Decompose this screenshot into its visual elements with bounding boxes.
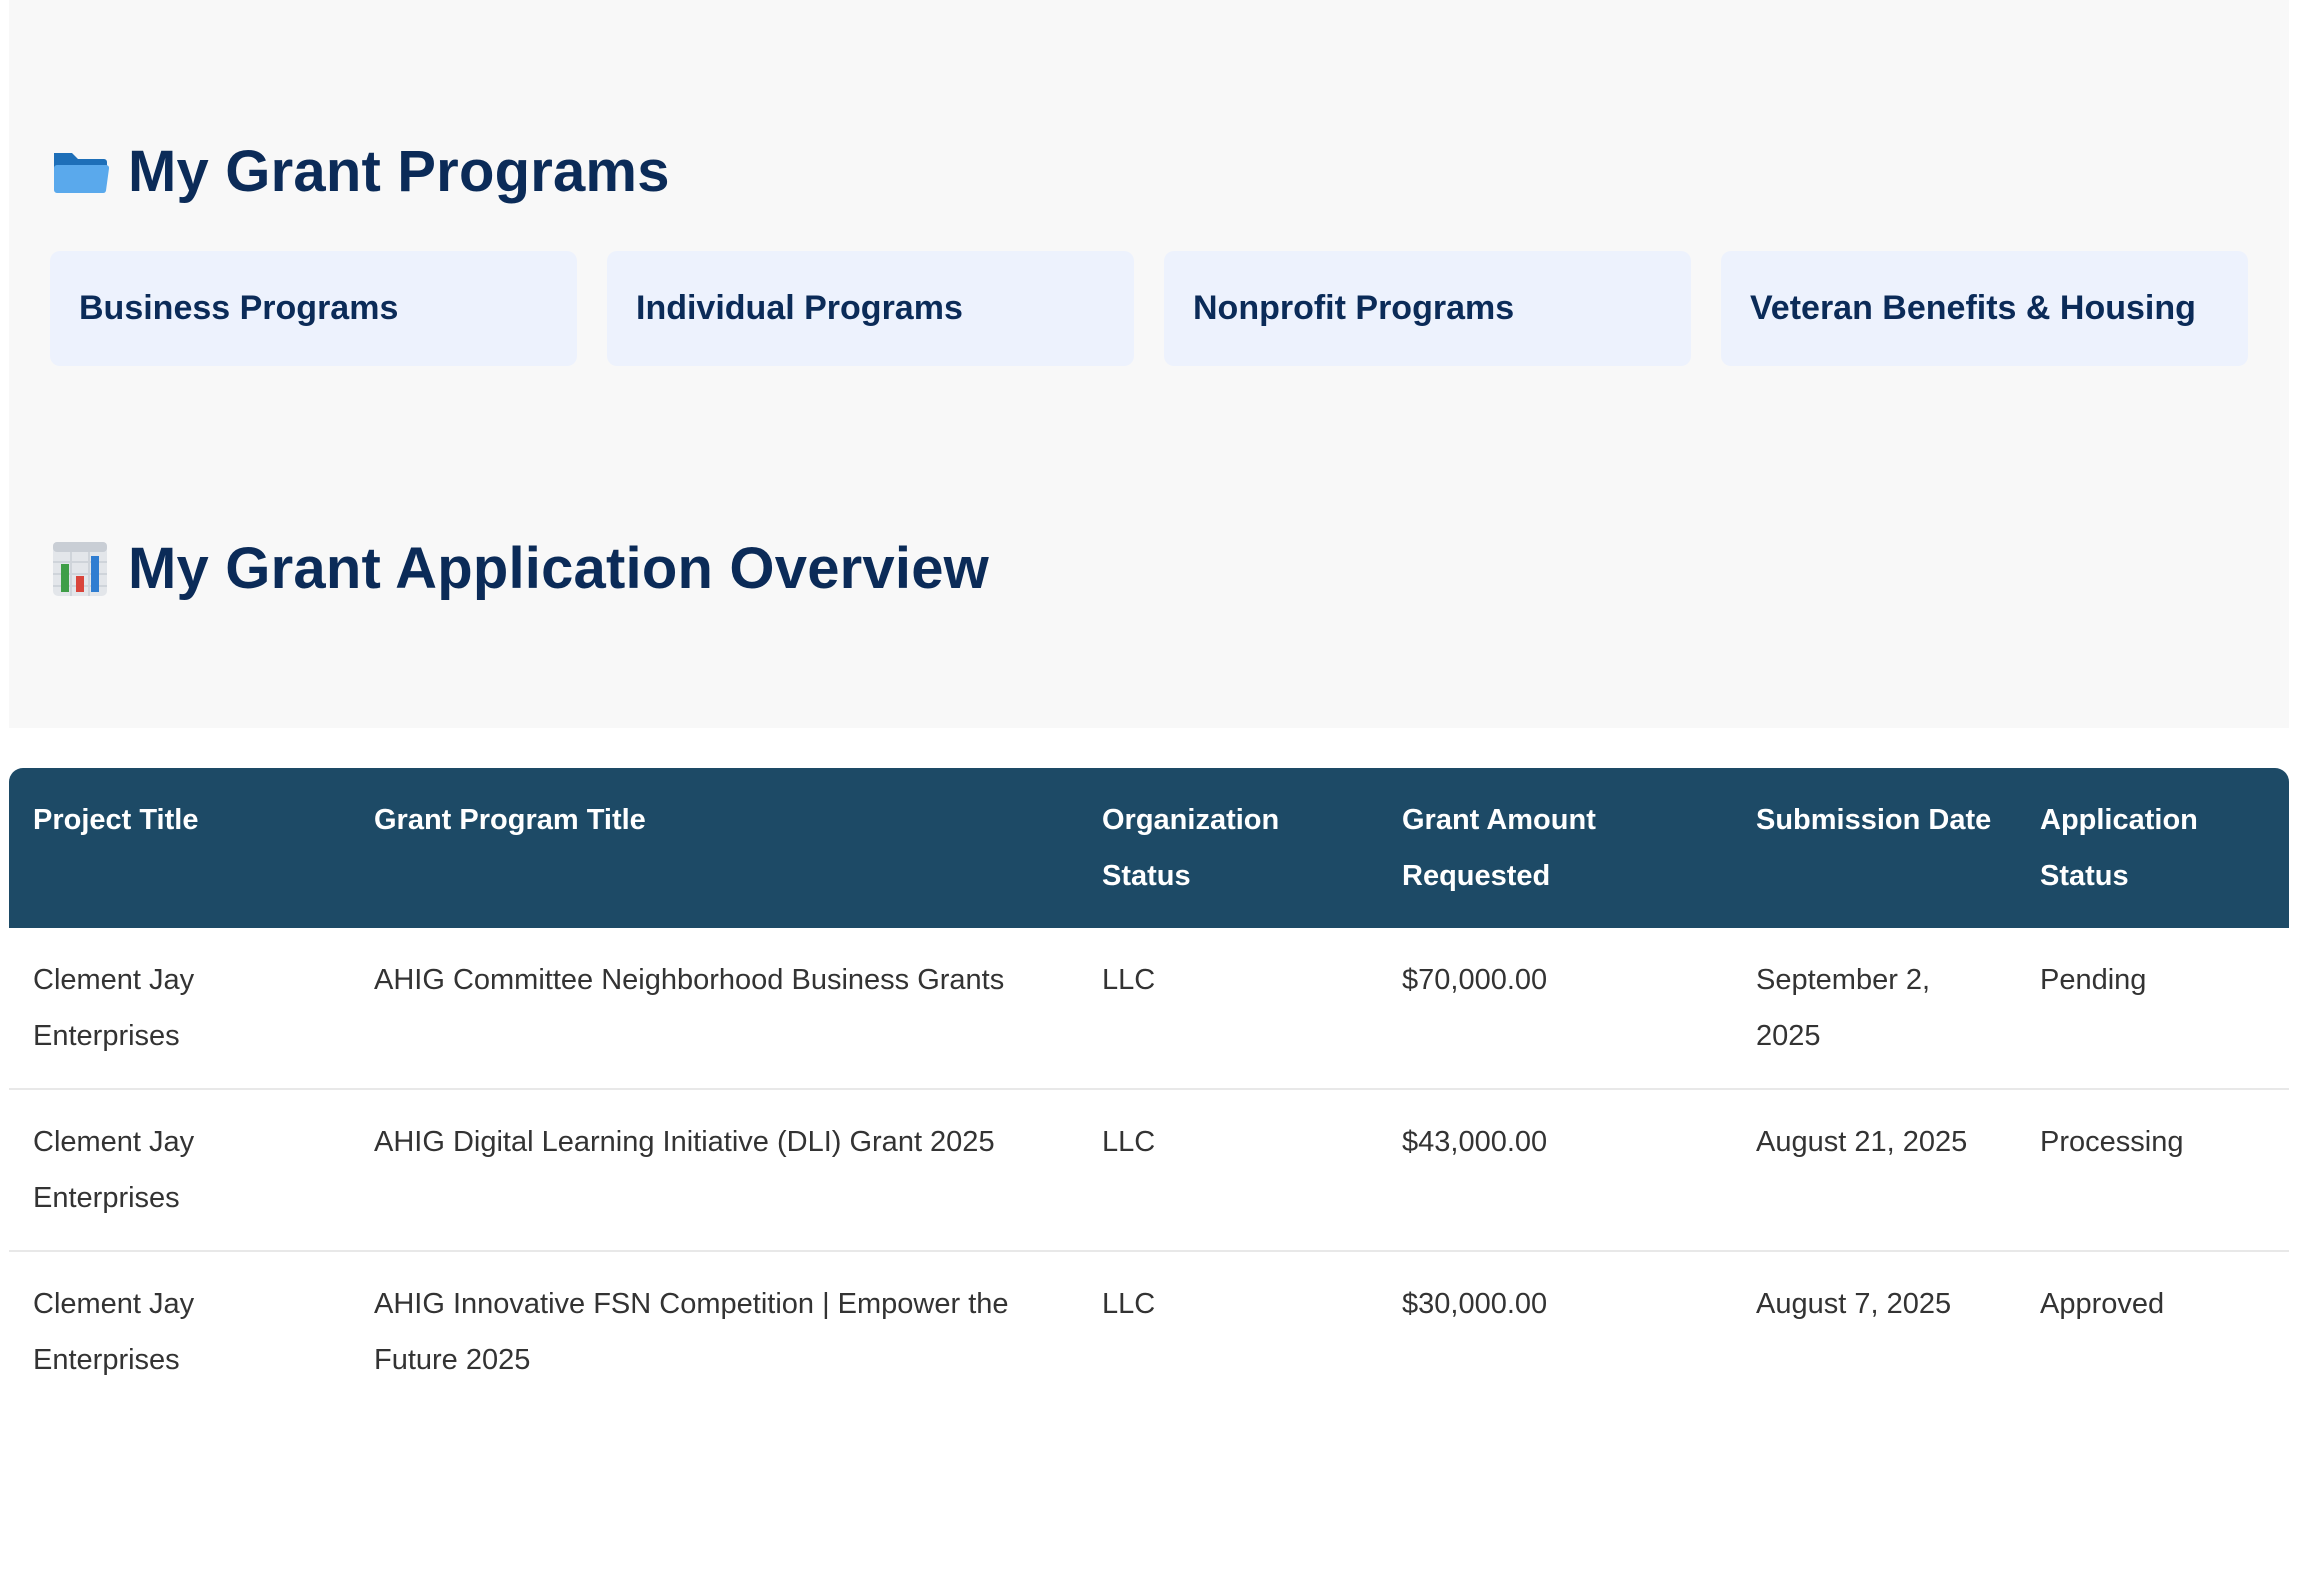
table-row [9, 1251, 2289, 1412]
applications-table-container [9, 768, 2289, 1412]
grant-programs-heading [51, 138, 670, 205]
cell-project-title: Clement Jay Enterprises [9, 928, 350, 1089]
cell-submission-date: September 2, 2025 [1732, 928, 2016, 1089]
column-header-submission-date: Submission Date [1756, 804, 1992, 836]
cell-grant-amount: $30,000.00 [1402, 1288, 1548, 1320]
applications-table [9, 768, 2289, 1412]
column-header-project-title: Project Title [33, 804, 199, 836]
cell-organization-status: LLC [1078, 1089, 1378, 1251]
column-header-grant-amount: Grant Amount Requested [1402, 804, 1596, 892]
application-overview-title: My Grant Application Overview [128, 536, 989, 601]
program-card-nonprofit[interactable]: Nonprofit Programs [1164, 251, 1691, 366]
cell-application-status: Processing [2016, 1089, 2289, 1251]
cell-grant-program-title: AHIG Committee Neighborhood Business Grants [350, 928, 1078, 1089]
cell-grant-amount: $70,000.00 [1378, 928, 1732, 1089]
application-overview-heading [51, 535, 989, 602]
program-card-business[interactable]: Business Programs [50, 251, 577, 366]
open-folder-icon [51, 143, 109, 201]
cell-organization-status: LLC [1078, 928, 1378, 1089]
column-header-organization-status: Organization Status [1102, 804, 1280, 892]
cell-project-title: Clement Jay Enterprises [33, 1288, 195, 1376]
table-row [9, 928, 2289, 1089]
cell-application-status: Pending [2016, 928, 2289, 1089]
cell-application-status: Approved [2040, 1288, 2165, 1320]
program-card-veteran[interactable]: Veteran Benefits & Housing [1721, 251, 2248, 366]
table-row [9, 1089, 2289, 1251]
cell-submission-date: August 21, 2025 [1732, 1089, 2016, 1251]
cell-grant-program-title: AHIG Innovative FSN Competition | Empower the Future 2025 [374, 1288, 1009, 1376]
cell-submission-date: August 7, 2025 [1756, 1288, 1952, 1320]
cell-project-title: Clement Jay Enterprises [9, 1089, 350, 1251]
column-header-application-status: Application Status [2040, 804, 2198, 892]
cell-organization-status: LLC [1102, 1288, 1156, 1320]
cell-grant-amount: $43,000.00 [1378, 1089, 1732, 1251]
grant-programs-title: My Grant Programs [128, 139, 670, 204]
column-header-grant-program-title: Grant Program Title [374, 804, 646, 836]
cell-grant-program-title: AHIG Digital Learning Initiative (DLI) Grant 2025 [350, 1089, 1078, 1251]
program-card-individual[interactable]: Individual Programs [607, 251, 1134, 366]
program-cards [50, 251, 2250, 366]
bar-chart-icon [51, 540, 109, 598]
table-header-row [9, 768, 2289, 928]
